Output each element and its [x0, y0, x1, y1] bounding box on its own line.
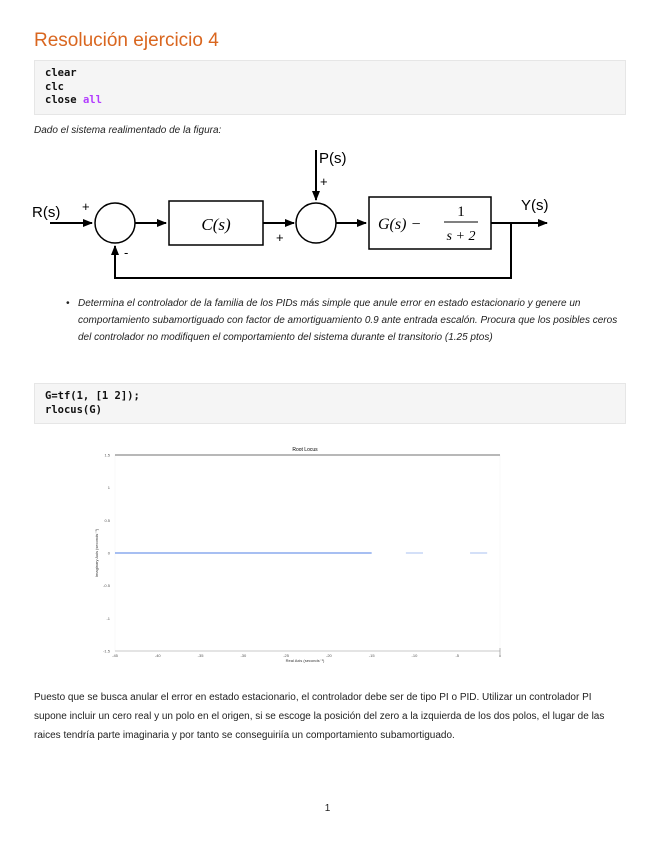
code-line [45, 94, 615, 108]
x-tick-label: -5 [455, 653, 460, 658]
x-tick-label: -15 [368, 653, 375, 658]
y-tick-label: 1.5 [104, 452, 110, 458]
code-line: clc [45, 80, 64, 93]
intro-text: Dado el sistema realimentado de la figura: [34, 125, 222, 136]
sum2-plus-left-sign: + [276, 230, 284, 245]
x-tick-label: -10 [411, 653, 418, 658]
y-tick-label: 1 [107, 485, 110, 491]
summing-junction-2 [296, 203, 336, 243]
code-keyword: all [82, 94, 102, 106]
plot-title: Root Locus [292, 447, 318, 453]
code-line: rlocus(G) [45, 403, 102, 416]
x-tick-label: -20 [325, 653, 332, 658]
y-tick-label: -1.5 [103, 648, 110, 654]
y-tick-label: 0.5 [104, 517, 110, 523]
y-tick-labels [103, 453, 111, 654]
x-tick-label: -35 [197, 653, 204, 658]
y-axis-label: Imaginary Axis (seconds⁻¹) [94, 528, 99, 578]
x-tick-label: 0 [498, 653, 502, 658]
x-tick-label: -45 [112, 653, 118, 658]
x-tick-label: -25 [283, 653, 290, 658]
plant-numerator: 1 [457, 204, 465, 220]
summing-junction-1 [95, 203, 135, 243]
page-number: 1 [324, 803, 331, 814]
sum2-plus-top-sign: + [320, 174, 328, 189]
exercise-bullet-list [66, 295, 626, 346]
x-tick-label: -40 [154, 653, 161, 658]
root-locus-plot [90, 438, 510, 668]
y-tick-label: 0 [107, 550, 110, 556]
code-line: G=tf(1, [1 2]); [45, 390, 140, 402]
plant-prefix: G(s) − [378, 216, 422, 233]
sum1-plus-sign: + [82, 199, 90, 214]
input-label: R(s) [32, 204, 61, 221]
y-tick-label: -1 [106, 615, 110, 621]
output-label: Y(s) [521, 197, 549, 214]
block-diagram [20, 145, 560, 285]
exercise-statement: • Determina el controlador de la familia de los PIDs más simple que anule error en estado estacionario y genere un comportamiento subamortiguado con factor de amortiguamiento 0.9 ante entrada escalón. Procura que los posibles ceros del controlador no modifiquen el comportamiento del sistema durante el transitorio (1.25 ptos) [66, 295, 626, 346]
code-line: clear [45, 67, 77, 79]
y-tick-label: -0.5 [103, 583, 110, 589]
x-axis-label: Real Axis (seconds⁻¹) [285, 658, 325, 663]
sum1-minus-sign: - [124, 245, 129, 260]
code-block-2 [34, 383, 626, 424]
code-block-1 [34, 60, 626, 115]
section-title: Resolución ejercicio 4 [34, 30, 219, 51]
disturbance-label: P(s) [319, 150, 347, 167]
plant-denominator: s + 2 [446, 229, 476, 244]
explanation-paragraph: Puesto que se busca anular el error en estado estacionario, el controlador debe ser de tipo PI o PID. Utilizar un controlador PI supone incluir un cero real y un polo en el origen, si se escoge la posición del zero a la izquierda de los dos polos, el lugar de las raices tendría parte imaginaria y por tanto se conseguiriía un comportamiento subamortiguado. [34, 692, 605, 741]
code-text: close [45, 94, 83, 106]
controller-label: C(s) [201, 215, 231, 234]
x-tick-label: -30 [240, 653, 247, 658]
